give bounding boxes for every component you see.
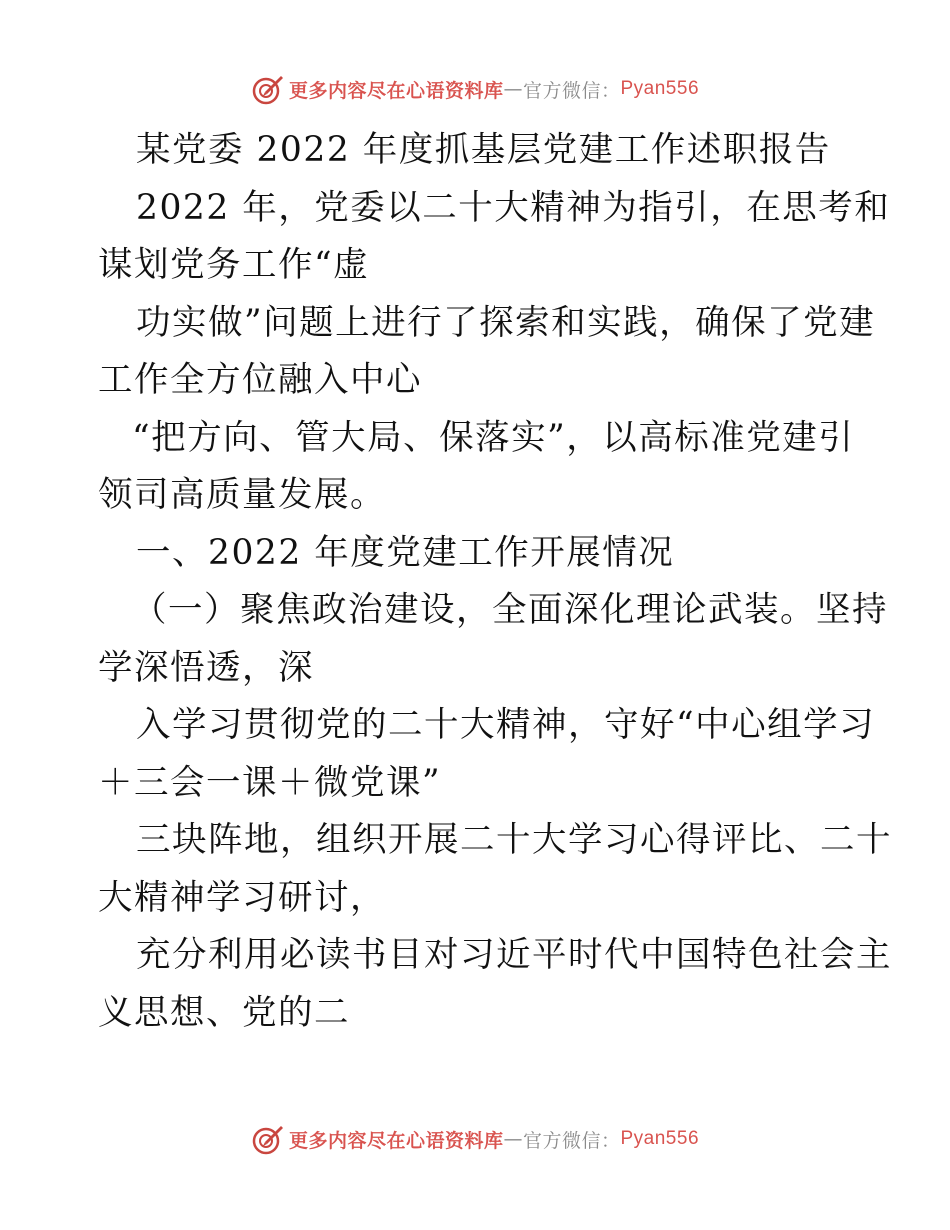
banner-separator: — <box>503 78 523 100</box>
paragraph-line: 大精神学习研讨， <box>98 877 386 918</box>
pen-seal-logo-icon <box>251 1122 285 1156</box>
paragraph-line: 功实做”问题上进行了探索和实践，确保了党建 <box>136 302 876 343</box>
paragraph-line: 充分利用必读书目对习近平时代中国特色社会主 <box>136 935 892 975</box>
banner-main-text: 更多内容尽在心语资料库 <box>288 1129 504 1152</box>
paragraph-line: ＋三会一课＋微党课” <box>98 762 442 803</box>
paragraph-line: 义思想、党的二 <box>98 992 350 1033</box>
paragraph-line: 三块阵地，组织开展二十大学习心得评比、二十 <box>136 820 892 860</box>
paragraph-line: 学深悟透，深 <box>98 647 314 688</box>
banner-separator: — <box>503 1128 523 1150</box>
banner-contact-id: Pyan556 <box>620 78 700 99</box>
paragraph-line: 领司高质量发展。 <box>98 475 386 515</box>
paragraph-line: “把方向、管大局、保落实”，以高标准党建引 <box>132 417 855 458</box>
paragraph-line: 工作全方位融入中心 <box>98 360 422 400</box>
document-title: 某党委 2022 年度抓基层党建工作述职报告 <box>136 130 831 170</box>
banner-contact-label: 官方微信： <box>522 79 621 102</box>
banner-contact-label: 官方微信： <box>522 1129 621 1152</box>
paragraph-line: 入学习贯彻党的二十大精神，守好“中心组学习 <box>136 705 876 745</box>
pen-seal-logo-icon <box>251 72 285 106</box>
paragraph-line: 2022 年，党委以二十大精神为指引，在思考和 <box>136 187 891 228</box>
paragraph-line: 谋划党务工作“虚 <box>98 245 370 285</box>
footer-watermark-banner <box>0 1122 950 1156</box>
banner-main-text: 更多内容尽在心语资料库 <box>288 79 504 102</box>
header-watermark-banner <box>0 72 950 106</box>
section-heading: 一、2022 年度党建工作开展情况 <box>136 532 675 573</box>
banner-contact-id: Pyan556 <box>620 1128 700 1149</box>
subsection-heading: （一）聚焦政治建设，全面深化理论武装。坚持 <box>132 590 888 630</box>
document-body <box>98 122 892 1042</box>
